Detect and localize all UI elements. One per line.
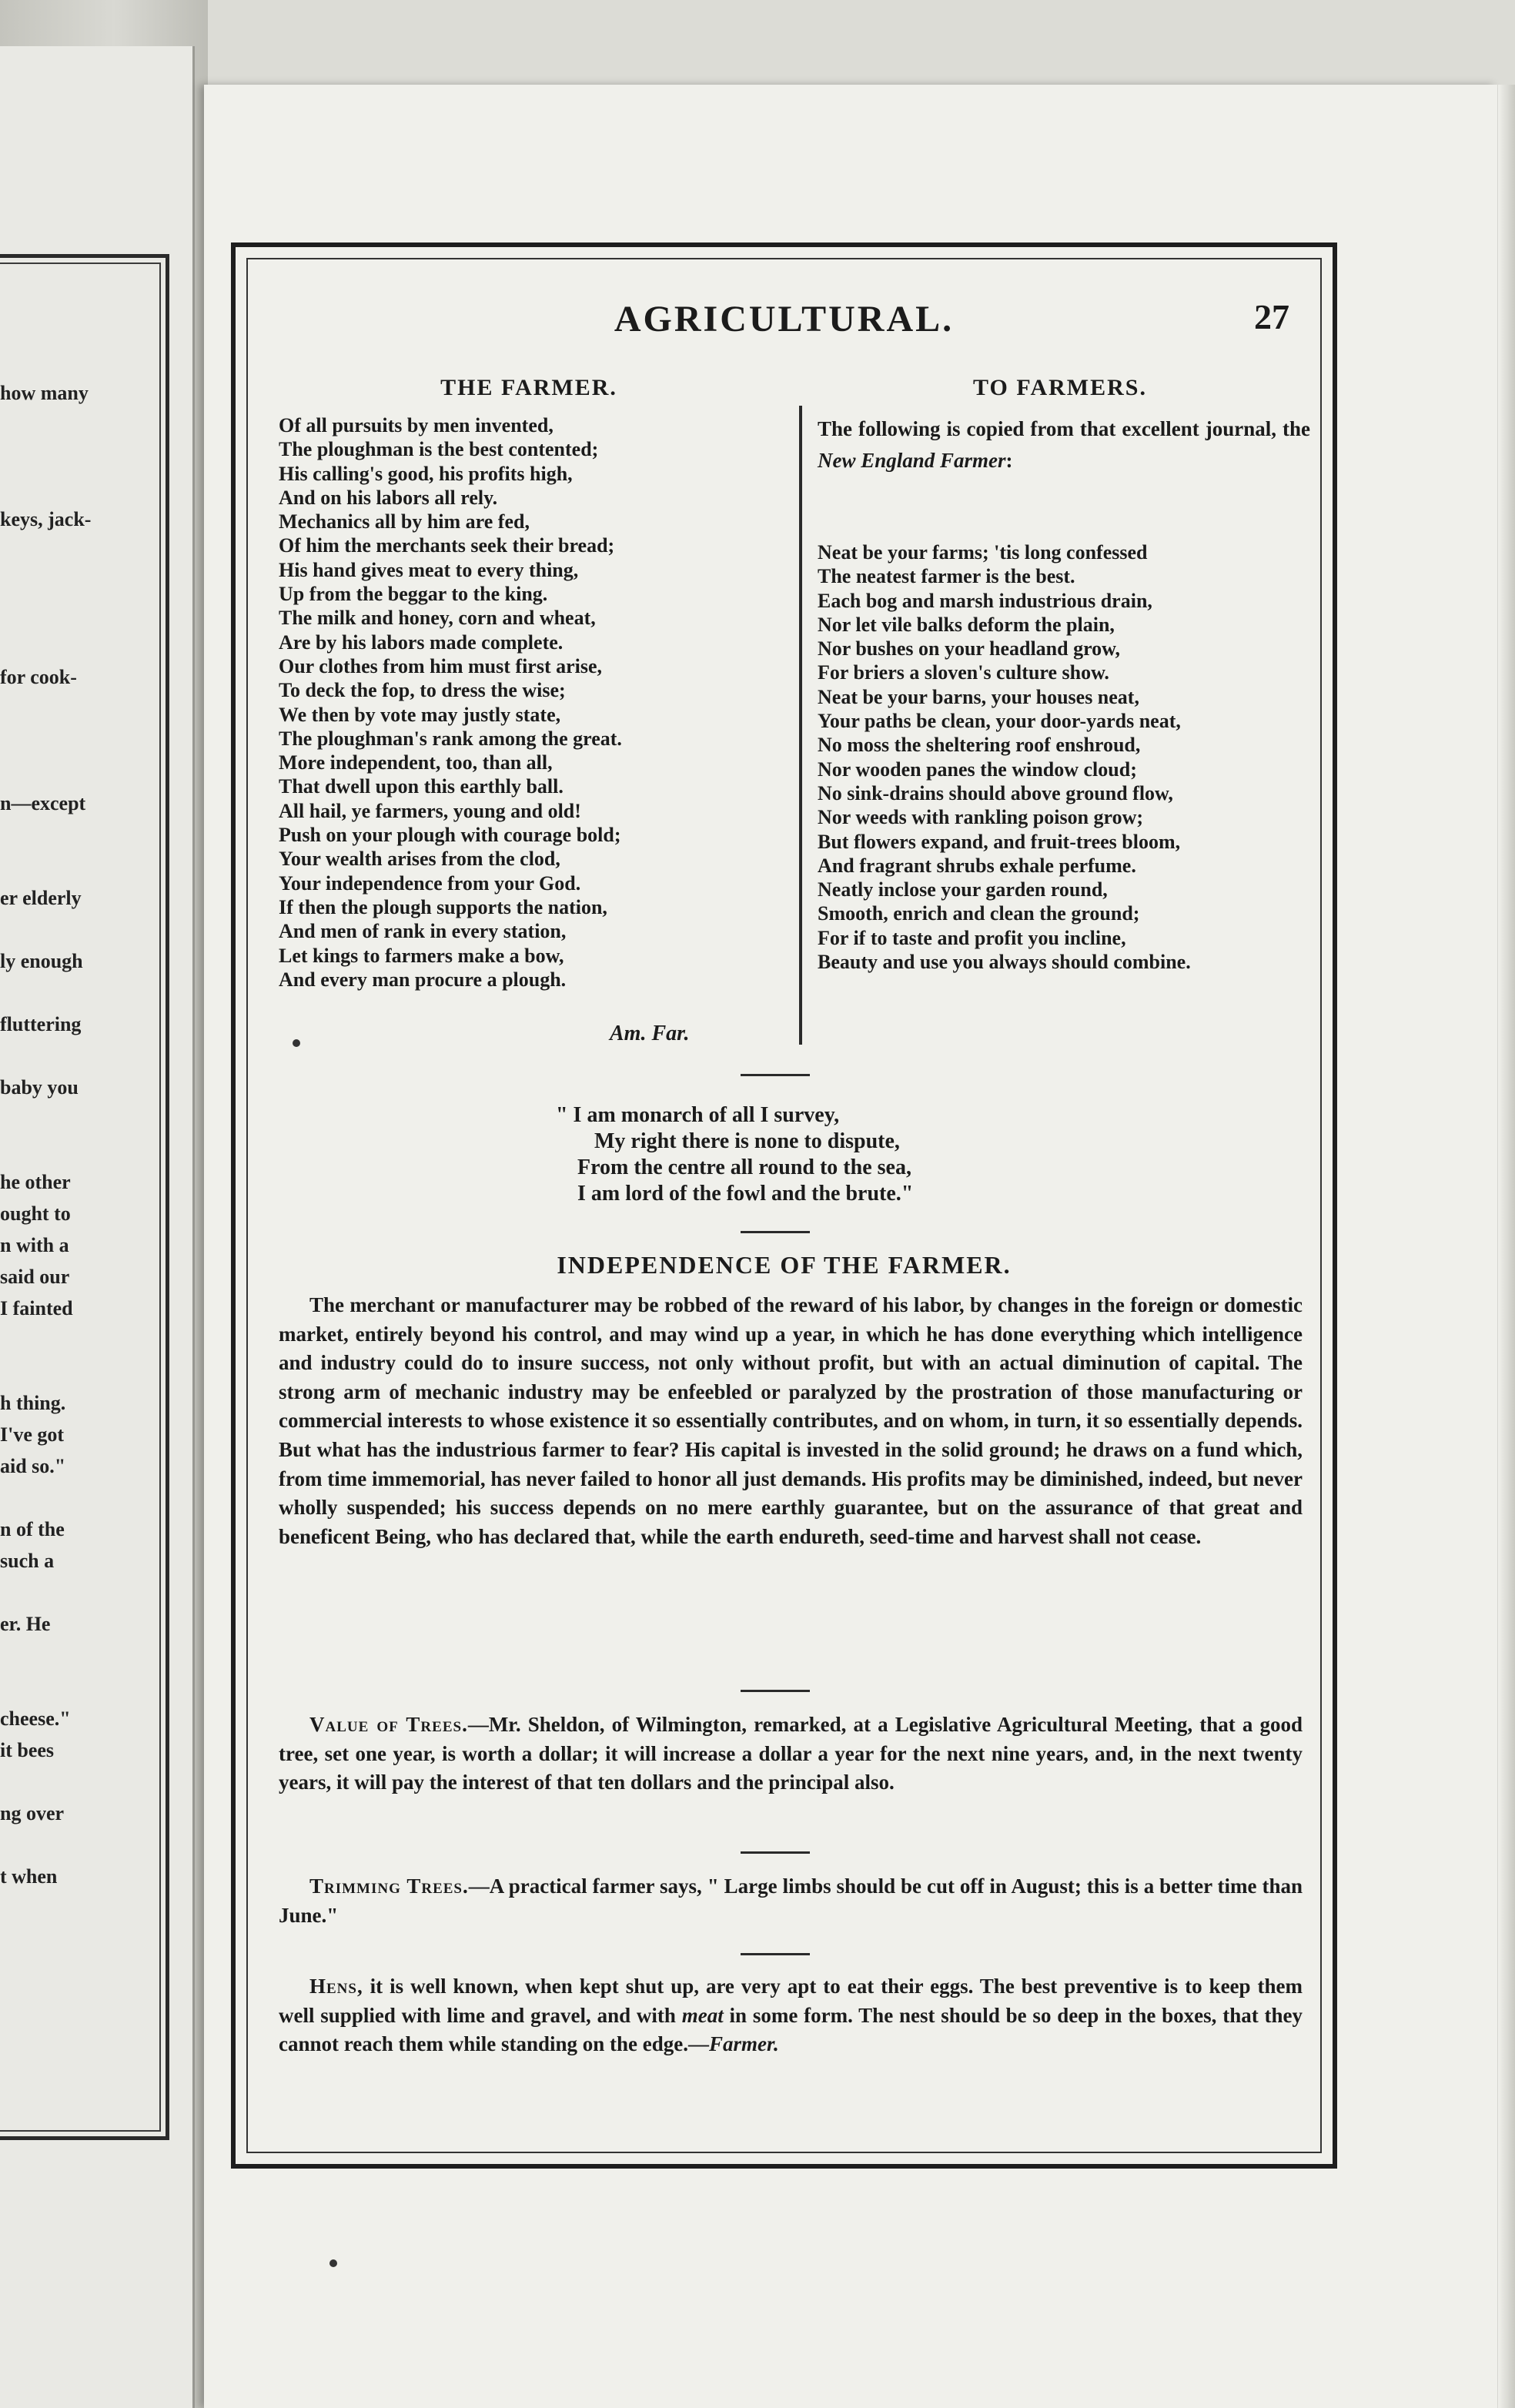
farmer-poem-line: Your independence from your God. [279,871,581,895]
left-page-fragment-line [0,1103,146,1135]
section-rule [741,1231,810,1233]
farmer-poem-line: And on his labors all rely. [279,486,498,509]
left-page-fragment-line [0,1766,146,1798]
to-farmers-line: Neat be your barns, your houses neat, [818,685,1139,708]
left-page-fragment-line: ought to [0,1202,71,1225]
left-page-fragment-line [0,1577,146,1608]
to-farmers-line: No sink-drains should above ground flow, [818,781,1173,804]
farmer-poem-line: His hand gives meat to every thing, [279,558,579,581]
left-page-fragment-line [0,1671,146,1703]
independence-paragraph: The merchant or manufacturer may be robbed of the reward of his labor, by changes in the foreign or domestic market, entirely beyond his control, and may wind up a year, in which he has done everything which intelligence and industry could do to insure success, not only without profit, but with an actual diminution of capital. The strong arm of mechanic industry may be enfeebled or paralyzed by the prostration of those manufacturing or commercial interests to whose existence it so essentially contributes, and on whom, in turn, it so essentially depends. But what has the industrious farmer to fear? His capital is invested in the solid ground; he draws on a fund which, from time immemorial, has never failed to honor all just demands. His profits may be diminished, indeed, but never wholly suspended; his success depends on no mere earthly guarantee, but on the assurance of that great and beneficent Being, who has declared that, while the earth endureth, seed-time and harvest shall not cease. [279,1293,1303,1548]
column-divider [799,406,802,1045]
left-page-fragment-line [0,693,146,724]
to-farmers-title: TO FARMERS. [973,375,1147,400]
journal-name: New England Farmer [818,449,1006,472]
left-page-fragment-line: er. He [0,1613,51,1635]
page-edge [1498,85,1515,2408]
farmer-poem-line: All hail, ye farmers, young and old! [279,799,581,822]
farmer-poem-line: To deck the fop, to dress the wise; [279,679,566,702]
left-page-fragment-line: n of the [0,1518,65,1540]
value-of-trees-heading: Value of Trees. [309,1713,468,1736]
page-header-title: AGRICULTURAL. [614,299,955,339]
left-page-fragment-line: such a [0,1550,55,1572]
independence-title: INDEPENDENCE OF THE FARMER. [557,1251,1012,1279]
farmer-poem [279,413,764,992]
left-page-fragment-line [0,914,146,945]
farmer-poem-line: If then the plough supports the nation, [279,895,607,918]
farmer-poem-line: More independent, too, than all, [279,751,553,774]
left-page-fragment-line [0,1356,146,1387]
farmer-poem-title: THE FARMER. [440,375,617,400]
trimming-trees-paragraph: Trimming Trees.—A practical farmer says, " Large limbs should be cut off in August; this is a better time than June." [279,1875,1303,1927]
left-page-fragment-line: cheese." [0,1707,71,1730]
left-page-fragment-line: it bees [0,1739,55,1761]
farmer-poem-line: We then by vote may justly state, [279,703,561,726]
monarch-quote-line: From the centre all round to the sea, [577,1156,911,1179]
to-farmers-line: Nor weeds with rankling poison grow; [818,806,1144,829]
left-page-fragment-line: h thing. [0,1392,66,1414]
left-page-text-fragments [0,377,146,1892]
to-farmers-line: No moss the sheltering roof enshroud, [818,734,1141,757]
farmer-poem-line: Of all pursuits by men invented, [279,414,553,436]
left-page-fragment-line [0,472,146,503]
farmer-poem-line: Let kings to farmers make a bow, [279,944,564,967]
left-page-fragment-line: ng over [0,1802,65,1824]
left-page-fragment-line: keys, jack- [0,508,92,530]
farmer-poem-line: Of him the merchants seek their bread; [279,534,615,557]
left-page-fragment-line: n with a [0,1234,69,1256]
left-page [0,46,195,2408]
farmer-poem-line: His calling's good, his profits high, [279,462,573,485]
farmer-poem-line: And every man procure a plough. [279,968,567,991]
left-page-fragment-line [0,851,146,882]
left-page-fragment-line [0,630,146,661]
ink-speck [293,1039,300,1047]
left-page-fragment-line [0,1640,146,1671]
to-farmers-line: For if to taste and profit you incline, [818,926,1126,949]
trimming-trees-heading: Trimming Trees. [309,1875,469,1898]
left-page-fragment-line: for cook- [0,666,77,688]
left-page-fragment-line: I've got [0,1423,65,1446]
left-page-fragment-line [0,567,146,598]
to-farmers-line: Nor bushes on your headland grow, [818,637,1121,661]
left-page-fragment-line [0,598,146,630]
farmer-poem-line: Push on your plough with courage bold; [279,824,621,847]
monarch-quote-line: My right there is none to dispute, [594,1129,900,1153]
to-farmers-line: Beauty and use you always should combine. [818,951,1191,974]
to-farmers-verses [818,540,1318,974]
left-page-fragment-line: fluttering [0,1013,82,1035]
left-page-fragment-line [0,1135,146,1166]
farmer-poem-line: That dwell upon this earthly ball. [279,775,564,798]
left-page-fragment-line [0,409,146,440]
farmer-poem-line: Up from the beggar to the king. [279,583,548,606]
left-page-fragment-line [0,1324,146,1356]
section-rule [741,1953,810,1955]
value-of-trees-paragraph: Value of Trees.—Mr. Sheldon, of Wilmington, remarked, at a Legislative Agricultural Meeting, that a good tree, set one year, is worth a dollar; it will increase a dollar a year for the next nine years, and, in the next twenty years, it will pay the interest of that ten dollars and the principal also. [279,1713,1303,1794]
to-farmers-line: Neat be your farms; 'tis long confessed [818,541,1148,564]
farmer-poem-line: Our clothes from him must first arise, [279,654,603,677]
farmer-poem-line: The milk and honey, corn and wheat, [279,607,596,630]
left-page-fragment-line [0,535,146,567]
to-farmers-line: Each bog and marsh industrious drain, [818,589,1152,612]
to-farmers-line: But flowers expand, and fruit-trees bloom, [818,830,1181,853]
to-farmers-line: Smooth, enrich and clean the ground; [818,902,1140,925]
section-rule [741,1851,810,1854]
left-page-fragment-line: said our [0,1266,70,1288]
farmer-poem-line: Your wealth arises from the clod, [279,848,560,871]
to-farmers-line: Nor wooden panes the window cloud; [818,758,1137,781]
ink-speck [329,2259,337,2267]
left-page-fragment-line [0,819,146,851]
to-farmers-line: And fragrant shrubs exhale perfume. [818,854,1136,877]
hens-heading: Hens, [309,1975,363,1998]
left-page-fragment-line: baby you [0,1076,79,1099]
page-border [231,242,1337,2169]
left-page-fragment-line: aid so." [0,1455,66,1477]
left-page-fragment-line: he other [0,1171,71,1193]
left-page-fragment-line: n—except [0,792,86,814]
left-page-fragment-line: how many [0,382,89,404]
hens-paragraph: Hens, it is well known, when kept shut up, are very apt to eat their eggs. The best preventive is to keep them well supplied with lime and gravel, and with meat in some form. The nest should be so deep in the boxes, that they cannot reach them while standing on the edge.—Farmer. [279,1975,1303,2056]
left-page-fragment-line [0,756,146,788]
to-farmers-line: Your paths be clean, your door-yards neat, [818,710,1181,733]
left-page-fragment-line [0,440,146,472]
left-page-fragment-line: ly enough [0,950,83,972]
monarch-quote-line: I am lord of the fowl and the brute." [577,1182,914,1206]
left-page-fragment-line: I fainted [0,1297,73,1319]
left-page-fragment-line: t when [0,1865,58,1888]
left-page-fragment-line [0,977,146,1008]
to-farmers-line: The neatest farmer is the best. [818,565,1075,588]
left-page-fragment-line [0,1829,146,1861]
to-farmers-line: Nor let vile balks deform the plain, [818,613,1115,636]
hens-source: Farmer. [709,2032,779,2056]
farmer-poem-line: The ploughman's rank among the great. [279,727,622,750]
to-farmers-line: Neatly inclose your garden round, [818,878,1108,901]
to-farmers-intro: The following is copied from that excellent journal, the New England Farmer: [818,417,1310,472]
farmer-poem-line: And men of rank in every station, [279,920,567,943]
farmer-poem-line: Are by his labors made complete. [279,630,564,654]
farmer-poem-line: Mechanics all by him are fed, [279,510,530,533]
left-page-fragment-line [0,724,146,756]
left-page-fragment-line [0,1040,146,1072]
farmer-poem-attribution: Am. Far. [610,1022,690,1045]
farmer-poem-line: The ploughman is the best contented; [279,438,599,461]
page-border-inner [246,258,1322,2153]
section-rule [741,1074,810,1076]
left-page-fragment-line: er elderly [0,887,82,909]
monarch-quote [556,1102,1095,1207]
left-page-fragment-line [0,1482,146,1513]
page-number: 27 [1254,297,1289,336]
monarch-quote-line: " I am monarch of all I survey, [556,1103,840,1127]
section-rule [741,1690,810,1692]
to-farmers-line: For briers a sloven's culture show. [818,661,1109,684]
